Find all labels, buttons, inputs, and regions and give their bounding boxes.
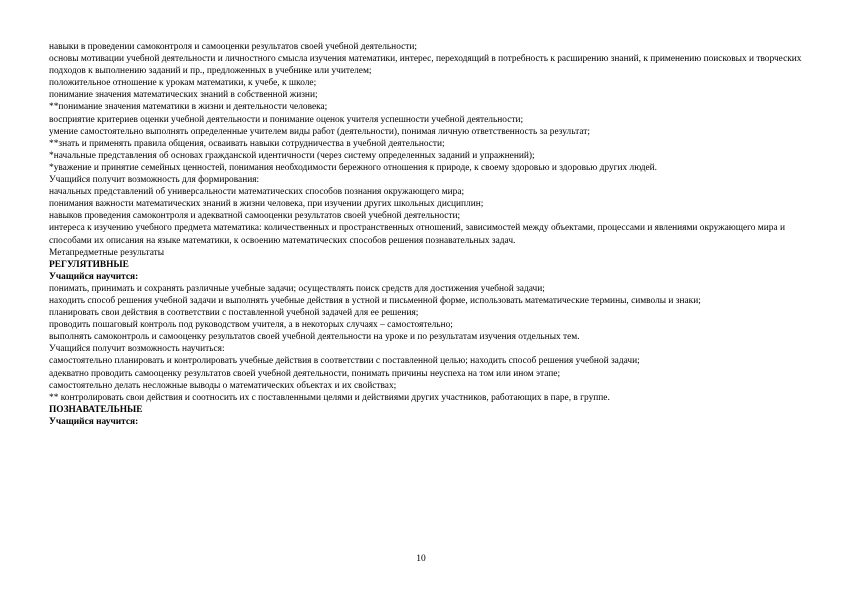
text-line: Учащийся получит возможность для формирования: (49, 175, 260, 186)
text-line: находить способ решения учебной задачи и выполнять учебные действия в устной и письменной форме, использовать математические термины, символы и знаки; (49, 295, 701, 306)
section-heading: Учащийся научится: (49, 271, 139, 282)
text-line: самостоятельно делать несложные выводы о математических объектах и их свойствах; (49, 380, 397, 391)
text-line: положительное отношение к урокам математики, к учебе, к школе; (49, 78, 317, 89)
text-line: понимание значения математических знаний в собственной жизни; (49, 90, 318, 101)
text-line: начальных представлений об универсальности математических способов познания окружающего мира; (49, 187, 465, 198)
text-line: ** контролировать свои действия и соотносить их с поставленными целями и действиями других участников, работающих в паре, в группе. (49, 392, 610, 403)
section-heading: РЕГУЛЯТИВНЫЕ (49, 259, 129, 270)
text-line: интереса к изучению учебного предмета математика: количественных и пространственных отношений, зависимостей между объектами, процессами и явлениями окружающего мира и способами их описания на языке математики, к освоению математических способов решения познавательных задач. (49, 223, 785, 246)
text-line: навыков проведения самоконтроля и адекватной самооценки результатов своей учебной деятельности; (49, 211, 461, 222)
text-line: планировать свои действия в соответствии с поставленной учебной задачей для ее решения; (49, 308, 419, 319)
text-line: навыки в проведении самоконтроля и самооценки результатов своей учебной деятельности; (49, 42, 417, 52)
text-line: *начальные представления об основах гражданской идентичности (через систему определенных заданий и упражнений); (49, 150, 535, 161)
text-line: **знать и применять правила общения, осваивать навыки сотрудничества в учебной деятельности; (49, 138, 445, 149)
text-line: восприятие критериев оценки учебной деятельности и понимание оценок учителя успешности учебной деятельности; (49, 114, 524, 125)
section-heading: ПОЗНАВАТЕЛЬНЫЕ (49, 404, 143, 415)
section-heading: Учащийся научится: (49, 416, 139, 427)
text-line: самостоятельно планировать и контролировать учебные действия в соответствии с поставленной целью; находить способ решения учебной задачи; (49, 356, 640, 367)
text-line: умение самостоятельно выполнять определенные учителем виды работ (деятельности), понимая личную ответственность за результат; (49, 126, 590, 137)
document-body (49, 41, 809, 428)
text-line: **понимание значения математики в жизни и деятельности человека; (49, 102, 328, 113)
text-line: проводить пошаговый контроль под руководством учителя, а в некоторых случаях – самостоятельно; (49, 320, 453, 331)
text-line: Метапредметные результаты (49, 247, 165, 258)
text-line: основы мотивации учебной деятельности и личностного смысла изучения математики, интерес, переходящий в потребность к расширению знаний, к применению поисковых и творческих подходов к выполнению заданий и пр., предложенных в учебнике или учителем; (49, 54, 802, 77)
text-line: адекватно проводить самооценку результатов своей учебной деятельности, понимать причины неуспеха на том или ином этапе; (49, 368, 561, 379)
text-line: Учащийся получит возможность научиться: (49, 344, 225, 355)
text-line: понимания важности математических знаний в жизни человека, при изучении других школьных дисциплин; (49, 199, 484, 210)
page-number: 10 (416, 554, 426, 564)
text-line: понимать, принимать и сохранять различные учебные задачи; осуществлять поиск средств для достижения учебной задачи; (49, 283, 545, 294)
text-line: выполнять самоконтроль и самооценку результатов своей учебной деятельности на уроке и по результатам изучения отдельных тем. (49, 332, 580, 343)
text-line: *уважение и принятие семейных ценностей, понимания необходимости бережного отношения к природе, к своему здоровью и здоровью других людей. (49, 162, 658, 173)
